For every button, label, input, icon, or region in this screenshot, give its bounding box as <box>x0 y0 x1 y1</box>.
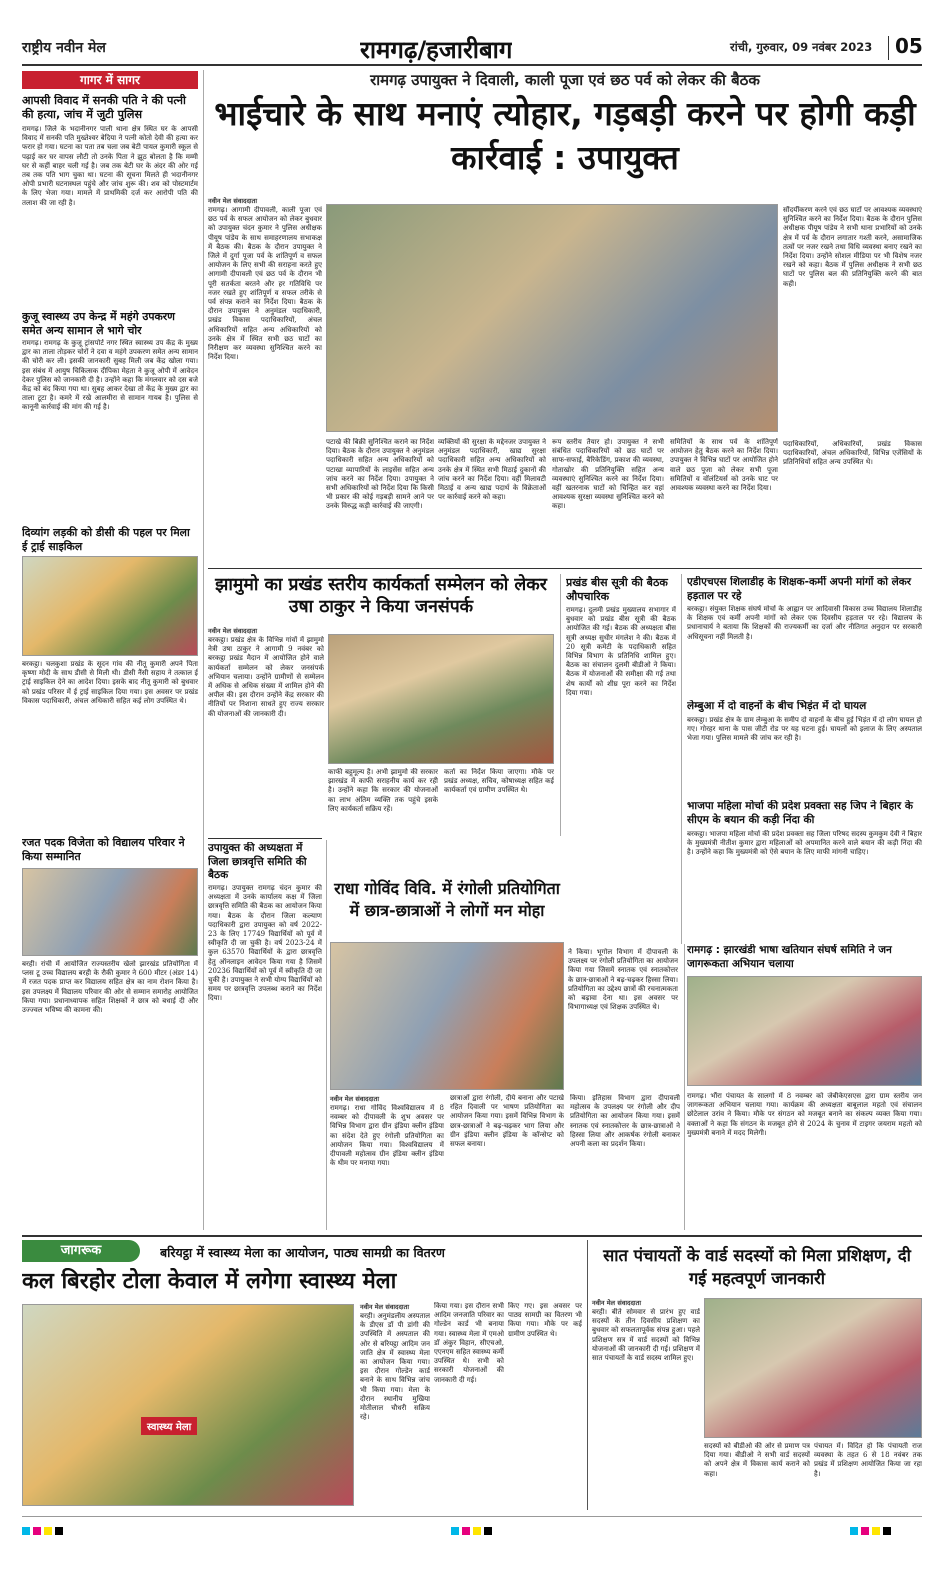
story-photo <box>22 556 198 656</box>
bottom-kicker: बरियट्ठा में स्वास्थ्य मेला का आयोजन, पाठ्य सामग्री का वितरण <box>160 1245 445 1260</box>
story-headline: दिव्यांग लड़की को डीसी की पहल पर मिला ई ट्राई साइकिल <box>22 526 190 553</box>
story-body: रामगढ़। रामगढ़ के कुजू ट्रांसपोर्ट नगर स्थित स्वास्थ्य उप केंद्र के मुख्य द्वार का ताला तोड़कर चोरों ने दवा व महंगे उपकरण समेत अन्य सामान की चोरी कर ली। इसकी जानकारी सुबह मिली जब केंद्र खोला गया। इस संबंध में आयुष चिकित्सक दीपिका मेहता ने कुजू ओपी में आवेदन देकर पुलिस को जानकारी दी है। उन्होंने कहा कि मंगलवार को दस बजे केंद्र को बंद किया गया था। सुबह आकर देखा तो केंद्र के मुख्य द्वार का ताला टूटा है। कमरे में रखे आलमीरा से सामान गायब है। पुलिस से कानूनी कार्रवाई की मांग की गई है। <box>22 339 198 412</box>
training-byline: नवीन मेल संवाददाता <box>592 1299 641 1307</box>
jmm-body: कर्ता का निर्देश किया जाएगा। मौके पर प्रखंड अध्यक्ष, सचिव, कोषाध्यक्ष सहित कई कार्यकर्ता एवं ग्रामीण उपस्थित थे। <box>444 768 554 795</box>
story-body: रामगढ़। जिले के भदानीनगर पाली थाना क्षेत्र स्थित घर के आपसी विवाद में सनकी पति मुख्तेश्वर बेदिया ने पत्नी कोतो देवी की हत्या कर फरार हो गया। घटना का पता तब चला जब बेटी पायल कुमारी स्कूल से पढ़ाई कर घर वापस लौटी तो उनके पिता ने झूठ बोलता है कि मम्मी घर से कहीं बाहर चली गई है। जब तक बेटी घर के अंदर की ओर गई तब तक पति भाग चुका था। घटना की सूचना मिलते ही भदानीनगर ओपी प्रभारी घटनास्थल पहुंचे और जांच शुरू की। शव को पोस्टमार्टम के लिए भेजा गया। मामले में प्राथमिकी दर्ज कर आरोपी पति की तलाश की जा रही है। <box>22 125 198 207</box>
right-body: बरकट्ठा। प्रखंड क्षेत्र के ग्राम लेम्बुआ के समीप दो वाहनों के बीच हुई भिड़ंत में दो लोग घायल हो गए। गोरहर थाना के पास जीटी रोड पर यह घटना हुई। घायलों को इलाज के लिए अस्पताल भेजा गया। पुलिस मामले की जांच कर रही है। <box>687 716 922 743</box>
meeting-photo <box>326 204 778 432</box>
right-headline: लेम्बुआ में दो वाहनों के बीच भिड़ंत में दो घायल <box>687 700 867 712</box>
right-headline: रामगढ़ : झारखंडी भाषा खतियान संघर्ष समिति ने जन जागरूकता अभियान चलाया <box>687 944 892 970</box>
training-photo <box>704 1298 922 1438</box>
bottom-body: किए गए। इस अवसर पर पाठ्य सामग्री का वितरण भी किया गया। मौके पर कई ग्रामीण उपस्थित थे। <box>508 1302 582 1338</box>
lead-body: पटाखे की बिक्री सुनिश्चित कराने का निर्देश दिया। बैठक के दौरान उपायुक्त ने अनुमंडल पदाधिकारी सहित अन्य अधिकारियों को पटाखा व्यापारियों के लाइसेंस सहित अन्य जांच करने का निर्देश दिया। उपायुक्त ने सभी अधिकारियों को निर्देश दिया कि किसी भी प्रकार की कोई गड़बड़ी सामने आने पर उनके विरुद्ध कड़ी कार्रवाई की जाएगी। <box>326 438 434 511</box>
column-divider <box>681 574 682 944</box>
lead-kicker: रामगढ़ उपायुक्त ने दिवाली, काली पूजा एवं छठ पर्व को लेकर की बैठक <box>370 71 760 89</box>
right-body: बरकट्ठा। संयुक्त शिक्षक संघर्ष मोर्चा के आह्वान पर आदिवासी विकास उच्च विद्यालय शिलाडीह के शिक्षक एवं कर्मी अपनी मांगों को लेकर एक दिवसीय हड़ताल पर रहे। विद्यालय के प्रधानाचार्य ने बताया कि शिक्षकों की राज्यकर्मी का दर्जा और नीतिगत अनुदान पर सरकारी अधिसूचना नहीं मिलती है। <box>687 605 922 641</box>
masthead-rule <box>22 64 922 66</box>
section-tag: गागर में सागर <box>80 73 140 87</box>
jmm-photo <box>328 634 554 764</box>
jbkss-photo <box>687 976 922 1086</box>
story-body: बरकट्ठा। चलकुशा प्रखंड के सूदन गांव की नीतू कुमारी अपने पिता कृष्णा मोदी के साथ डीसी से मिली थी। डीसी नैंसी सहाय ने तत्काल ई ट्राई साइकिल देने का आदेश दिया। इसके बाद नीतू कुमारी को बुधवार को प्रखंड परिसर में ई ट्राई साइकिल दिया गया। इस अवसर पर प्रखंड विकास पदाधिकारी, अंचल अधिकारी सहित कई लोग उपस्थित थे। <box>22 660 198 705</box>
column-divider <box>684 944 685 1230</box>
training-body: पंचायत में। विदित हो कि पंचायती राज व्यवस्था के तहत 6 से 18 नवंबर तक प्रखंड में प्रशिक्षण आयोजित किया जा रहा है। <box>814 1442 922 1478</box>
jmm-headline: झामुमो का प्रखंड स्तरीय कार्यकर्ता सम्मेलन को लेकर उषा ठाकुर ने किया जनसंपर्क <box>215 575 547 617</box>
bees-body: रामगढ़। दुलमी प्रखंड मुख्यालय सभागार में बुधवार को प्रखंड बीस सूत्री की बैठक आयोजित की गई। बैठक की अध्यक्षता बीस सूत्री अध्यक्ष सुधीर मंगलेश ने की। बैठक में 20 सूत्री कमेटी के पदाधिकारी सहित विभिन्न विभाग के प्रतिनिधि शामिल हुए। बैठक का संचालन दुलमी बीडीओ ने किया। बैठक में योजनाओं की समीक्षा की गई तथा शेष कार्यों को शीघ्र पूरा करने का निर्देश दिया गया। <box>566 606 676 697</box>
lead-body: रूप स्तरीय तैयार हो। उपायुक्त ने सभी संबंधित पदाधिकारियों को छठ घाटों पर साफ-सफाई, बैरिकेडिंग, प्रकाश की व्यवस्था, गोताखोर की प्रतिनियुक्ति सहित अन्य व्यवस्थाएं सुनिश्चित करने का निर्देश दिया। वहीं खतरनाक घाटों को चिन्हित कर वहां आवश्यक सुरक्षा व्यवस्था सुनिश्चित करने को कहा। <box>552 438 664 511</box>
bottom-byline: नवीन मेल संवाददाता <box>360 1303 409 1311</box>
kalyan-headline: उपायुक्त की अध्यक्षता में जिला छात्रवृत्ति समिति की बैठक <box>208 842 307 881</box>
jmm-body: बरकट्ठा। प्रखंड क्षेत्र के विभिन्न गांवों में झामुमो नेत्री उषा ठाकुर ने आगामी 9 नवंबर को बरकट्ठा प्रखंड मैदान में आयोजित होने वाले कार्यकर्ता सम्मेलन को लेकर जनसंपर्क अभियान चलाया। उन्होंने ग्रामीणों से सम्मेलन में अधिक से अधिक संख्या में शामिल होने की अपील की। इस दौरान उन्होंने केंद्र सरकार की नीतियों पर निशाना साधते हुए राज्य सरकार की योजनाओं की जानकारी दी। <box>208 636 324 718</box>
lead-body: व्यक्तियों की सुरक्षा के मद्देनजर उपायुक्त ने अनुमंडल पदाधिकारी, खाद्य सुरक्षा पदाधिकारी सहित अन्य अधिकारियों को उनके क्षेत्र में स्थित सभी मिठाई दुकानों की जांच करने का निर्देश दिया। वहीं मिलावटी मिठाई व अन्य खाद्य पदार्थ के विक्रेताओं पर कार्रवाई करने को कहा। <box>438 438 546 502</box>
bottom-headline: कल बिरहोर टोला केवाल में लगेगा स्वास्थ्य मेला <box>22 1269 397 1294</box>
jmm-body: काफी बहुमूल्य है। अभी झामुमो की सरकार झारखंड में काफी सराहनीय कार्य कर रही है। उन्होंने कहा कि सरकार की योजनाओं का लाभ अंतिम व्यक्ति तक पहुंचे इसके लिए कार्यकर्ता सक्रिय रहें। <box>328 768 438 813</box>
right-headline: भाजपा महिला मोर्चा की प्रदेश प्रवक्ता सह जिप ने बिहार के सीएम के बयान की कड़ी निंदा की <box>687 800 913 826</box>
page-number: 05 <box>895 34 923 58</box>
story-body: बरही। रांची में आयोजित राज्यस्तरीय खेलो झारखंड प्रतियोगिता में प्लस टू उच्च विद्यालय बरही के रौकी कुमार ने 600 मीटर (अंडर 14) में रजत पदक प्राप्त कर विद्यालय सहित क्षेत्र का नाम रोशन किया है। इस उपलक्ष्य में विद्यालय परिवार की ओर से सम्मान समारोह आयोजित किया गया। प्रधानाध्यापक सहित शिक्षकों ने छात्र को बधाई दी और उज्ज्वल भविष्य की कामना की। <box>22 960 198 1015</box>
right-headline: एडीएचएस शिलाडीह के शिक्षक-कर्मी अपनी मांगों को लेकर हड़ताल पर रहे <box>687 576 912 602</box>
lead-byline: नवीन मेल संवाददाता <box>208 197 257 205</box>
print-color-bar <box>22 1516 922 1530</box>
story-headline: रजत पदक विजेता को विद्यालय परिवार ने किया सम्मानित <box>22 836 185 863</box>
training-body: सदस्यों को बीडीओ की ओर से प्रमाण पत्र दिया गया। बीडीओ ने सभी वार्ड सदस्यों को अपने क्षेत्र में विकास कार्य कराने को कहा। <box>704 1442 810 1478</box>
lead-headline: भाईचारे के साथ मनाएं त्योहार, गड़बड़ी करने पर होगी कड़ी कार्रवाई : उपायुक्त <box>214 94 916 177</box>
column-divider <box>326 840 327 1230</box>
section-rule <box>208 838 322 839</box>
training-headline: सात पंचायतों के वार्ड सदस्यों को मिला प्रशिक्षण, दी गई महत्वपूर्ण जानकारी <box>603 1246 911 1288</box>
newspaper-logo: राष्ट्रीय नवीन मेल <box>22 40 106 56</box>
column-divider <box>587 1240 588 1510</box>
rangoli-body: ने किया। भूगोल विभाग में दीपावली के उपलक्ष्य पर रंगोली प्रतियोगिता का आयोजन किया गया जिसमें स्नातक एवं स्नातकोत्तर के छात्र-छात्राओं ने बढ़-चढ़कर हिस्सा लिया। प्रतियोगिता का उद्देश्य छात्रों की रचनात्मकता को बढ़ावा देना था। इस अवसर पर विभागाध्यक्ष एवं शिक्षक उपस्थित थे। <box>568 948 678 1012</box>
rangoli-body: किया। इतिहास विभाग द्वारा दीपावली महोत्सव के उपलक्ष्य पर रंगोली और दीप प्रतियोगिता का आयोजन किया गया। इसमें स्नातक एवं स्नातकोत्तर के छात्र-छात्राओं ने हिस्सा लिया और आकर्षक रंगोली बनाकर अपनी कला का प्रदर्शन किया। <box>570 1094 680 1230</box>
right-body: रामगढ़। भौंरा पंचायत के सालगो में 8 नवम्बर को जेबीकेएसएस द्वारा ग्राम स्तरीय जन जागरूकता अभियान चलाया गया। कार्यक्रम की अध्यक्षता बाबूलाल महतो एवं संचालन छोटेलाल उरांव ने किया। मौके पर संगठन को मजबूत बनाने का संकल्प व्यक्त किया गया। वक्ताओं ने कहा कि संगठन के मजबूत होने से 2024 के चुनाव में टाइगर जयराम महतो को मुख्यमंत्री बनाने में मदद मिलेगी। <box>687 1092 922 1137</box>
section-rule <box>208 568 922 569</box>
lead-body: रामगढ़। आगामी दीपावली, काली पूजा एवं छठ पर्व के सफल आयोजन को लेकर बुधवार को उपायुक्त चंदन कुमार ने पुलिस अधीक्षक पीयूष पांडेय के साथ समाहरणालय सभाकक्ष में बैठक की। बैठक के दौरान उपायुक्त ने जिले में दुर्गा पूजा पर्व के शांतिपूर्ण व सफल आयोजन के लिए सभी की सराहना करते हुए आगामी दीपावली एवं छठ पर्व के दौरान भी पूरी सतर्कता बरतने और हर गतिविधि पर नजर रखते हुए शांतिपूर्ण व सफल तरीके से पर्व संपन्न कराने का निर्देश दिया। बैठक के दौरान उपायुक्त ने अनुमंडल पदाधिकारी, प्रखंड विकास पदाधिकारियों, अंचल अधिकारियों सहित अन्य अधिकारियों को उनके क्षेत्र में स्थित सभी छठ घाटों का निरीक्षण कर व्यवस्था सुनिश्चित करने का निर्देश दिया। <box>208 206 322 362</box>
lead-body: पदाधिकारियों, अधिकारियों, प्रखंड विकास पदाधिकारियों, अंचल अधिकारियों, विभिन्न एजेंसियों के प्रतिनिधियों सहित अन्य उपस्थित थे। <box>783 440 922 467</box>
bottom-tag-box <box>22 1240 140 1262</box>
bottom-rule <box>22 1235 922 1237</box>
right-body: बरकट्ठा। भाजपा महिला मोर्चा की प्रदेश प्रवक्ता सह जिला परिषद सदस्य कुमकुम देवी ने बिहार के मुख्यमंत्री नीतीश कुमार द्वारा महिलाओं को अपमानित करने वाले बयान की कड़ी निंदा की है। उन्होंने कहा कि मुख्यमंत्री को ऐसे बयान के लिए माफी मांगनी चाहिए। <box>687 830 922 857</box>
column-divider <box>203 70 204 1230</box>
health-fair-photo <box>22 1304 354 1506</box>
bees-headline: प्रखंड बीस सूत्री की बैठक औपचारिक <box>566 576 668 603</box>
jmm-byline: नवीन मेल संवाददाता <box>208 627 257 635</box>
story-headline: कुजू स्वास्थ्य उप केन्द्र में महंगे उपकरण समेत अन्य सामान ले भागे चोर <box>22 310 175 337</box>
rangoli-body: रामगढ़। राधा गोविंद विश्वविद्यालय में 8 नवम्बर को दीपावली के शुभ अवसर पर विभिन्न विभाग द्वारा ग्रीन इंडिया क्लीन इंडिया का संदेश देते हुए रंगोली प्रतियोगिता का आयोजन किया गया। विश्वविद्यालय में दीपावली महोत्सव ग्रीन इंडिया क्लीन इंडिया के थीम पर मनाया गया। <box>330 1104 444 1168</box>
column-divider <box>560 574 561 836</box>
dateline: रांची, गुरुवार, 09 नवंबर 2023 <box>730 40 873 54</box>
lead-body: सौंदर्यीकरण करने एवं छठ घाटों पर आवश्यक व्यवस्थाएं सुनिश्चित करने का निर्देश दिया। बैठक के दौरान पुलिस अधीक्षक पीयूष पांडेय ने सभी थाना प्रभारियों को उनके क्षेत्र में पर्व के दौरान लगातार गश्ती करने, असामाजिक तत्वों पर नजर रखने तथा विधि व्यवस्था बनाए रखने का निर्देश दिया। उन्होंने सोशल मीडिया पर भी विशेष नजर रखने को कहा। बैठक में पुलिस अधीक्षक ने सभी छठ घाटों पर पुलिस बल की प्रतिनियुक्ति करने की बात कही। <box>783 206 922 288</box>
section-tag-box <box>22 71 198 89</box>
rangoli-byline: नवीन मेल संवाददाता <box>330 1095 379 1103</box>
masthead-divider <box>888 36 889 60</box>
training-body: बरही। बीते सोमवार से प्रारंभ हुए वार्ड सदस्यों के तीन दिवसीय प्रशिक्षण का बुधवार को सफलतापूर्वक संपन्न हुआ। पहले प्रशिक्षण सत्र में वार्ड सदस्यों को विभिन्न योजनाओं की जानकारी दी गई। प्रशिक्षण में सात पंचायतों के वार्ड सदस्य शामिल हुए। <box>592 1308 700 1363</box>
story-headline: आपसी विवाद में सनकी पति ने की पत्नी की हत्या, जांच में जुटी पुलिस <box>22 94 186 121</box>
rangoli-headline: राधा गोविंद विवि. में रंगोली प्रतियोगिता में छात्र-छात्राओं ने लोगों मन मोहा <box>334 879 560 920</box>
section-title: रामगढ़/हजारीबाग <box>360 36 513 64</box>
photo-banner: स्वास्थ्य मेला <box>141 1417 197 1435</box>
bottom-body: किया गया। इस दौरान सभी आदिम जनजाति परिवार का गोल्डेन कार्ड भी बनाया गया। स्वास्थ्य मेला में एमओ डॉ अंकुर विहान, सीएचओ, एएनएम सहित स्वास्थ्य कर्मी उपस्थित थे। सभी को सरकारी योजनाओं की जानकारी दी गई। <box>434 1302 504 1384</box>
rangoli-photo <box>330 942 564 1090</box>
bottom-body: बरही। अनुमंडलीय अस्पताल के डीएस डॉ पी डांगी की उपस्थिति में अस्पताल की ओर से बरियट्ठा आदिम जन जाति क्षेत्र में स्वास्थ्य मेला का आयोजन किया गया। इस दौरान गोल्डेन कार्ड बनाने के साथ विभिन्न जांच भी किया गया। मेला के दौरान स्थानीय मुखिया मोतीलाल चौधरी सक्रिय रहे। <box>360 1312 430 1422</box>
lead-body: समितियों के साथ पर्व के शांतिपूर्ण आयोजन हेतु बैठक करने का निर्देश दिया। उपायुक्त ने विभिन्न घाटों पर आयोजित होने वाले छठ पूजा को लेकर सभी पूजा समितियों व वॉलंटियर्स को उनके घाट पर आवश्यक व्यवस्था करने का निर्देश दिया। <box>670 438 778 493</box>
rangoli-body: छात्राओं द्वारा रंगोली, दीये बनाना और पटाखे रहित दिवाली पर भाषण प्रतियोगिता का आयोजन किया गया। इसमें विभिन्न विभाग के छात्र-छात्राओं ने बढ़-चढ़कर भाग लिया और ग्रीन इंडिया क्लीन इंडिया के कॉन्सेप्ट को सफल बनाया। <box>450 1094 564 1149</box>
story-photo <box>22 868 198 956</box>
kalyan-body: रामगढ़। उपायुक्त रामगढ़ चंदन कुमार की अध्यक्षता में उनके कार्यालय कक्ष में जिला छात्रवृत्ति समिति की बैठक का आयोजन किया गया। बैठक के दौरान जिला कल्याण पदाधिकारी द्वारा उपायुक्त को वर्ष 2022-23 के लिए 17749 विद्यार्थियों को पूर्व में स्वीकृति दी जा चुकी है। वर्ष 2023-24 में कुल 63570 विद्यार्थियों के द्वारा छात्रवृत्ति हेतु ऑनलाइन आवेदन किया गया है जिसमें 20236 विद्यार्थियों को पूर्व में स्वीकृति दी जा चुकी है। उपायुक्त ने सभी योग्य विद्यार्थियों को समय पर छात्रवृत्ति उपलब्ध कराने का निर्देश दिया। <box>208 884 322 1003</box>
bottom-tag: जागरूक <box>60 1243 102 1258</box>
